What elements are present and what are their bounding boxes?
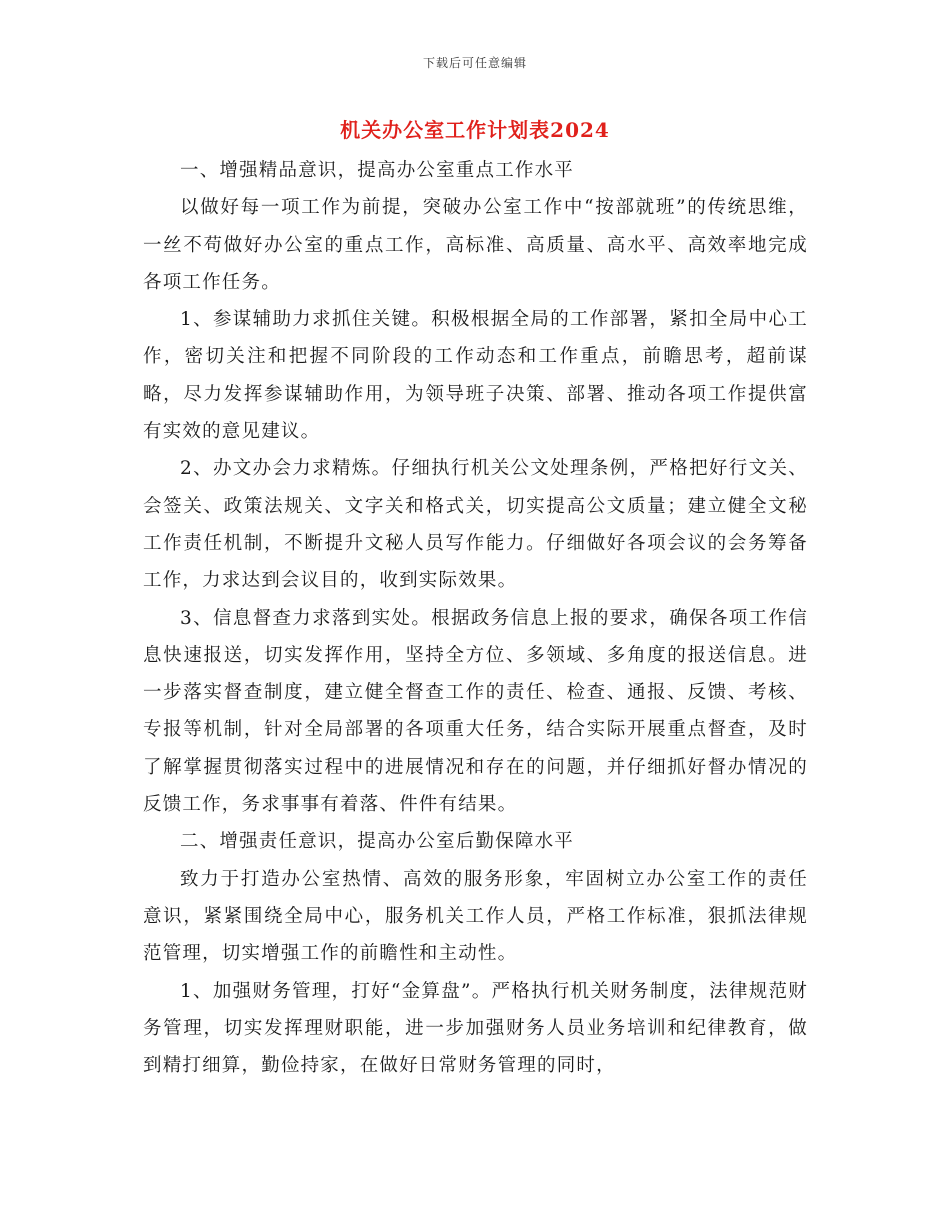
header-note: 下载后可任意编辑	[422, 56, 527, 70]
document-body	[143, 152, 808, 1084]
document-title: 机关办公室工作计划表2024	[340, 118, 610, 142]
section-heading-2: 二、增强责任意识，提高办公室后勤保障水平	[180, 831, 575, 853]
paragraph: 致力于打造办公室热情、高效的服务形象，牢固树立办公室工作的责任意识，紧紧围绕全局中心，服务机关工作人员，严格工作标准，狠抓法律规范管理，切实增强工作的前瞻性和主动性。	[143, 868, 808, 965]
paragraph: 以做好每一项工作为前提，突破办公室工作中“按部就班”的传统思维，一丝不苟做好办公室的重点工作，高标准、高质量、高水平、高效率地完成各项工作任务。	[143, 197, 808, 293]
paragraph: 1、加强财务管理，打好“金算盘”。严格执行机关财务制度，法律规范财务管理，切实发挥理财职能，进一步加强财务人员业务培训和纪律教育，做到精打细算，勤俭持家，在做好日常财务管理的同时，	[143, 980, 808, 1077]
section-heading-1: 一、增强精品意识，提高办公室重点工作水平	[180, 160, 575, 181]
paragraph: 1、参谋辅助力求抓住关键。积极根据全局的工作部署，紧扣全局中心工作，密切关注和把握不同阶段的工作动态和工作重点，前瞻思考，超前谋略，尽力发挥参谋辅助作用，为领导班子决策、部署、推动各项工作提供富有实效的意见建议。	[143, 309, 808, 443]
paragraph: 2、办文办会力求精炼。仔细执行机关公文处理条例，严格把好行文关、会签关、政策法规关、文字关和格式关，切实提高公文质量；建立健全文秘工作责任机制，不断提升文秘人员写作能力。仔细做好各项会议的会务筹备工作，力求达到会议目的，收到实际效果。	[143, 458, 808, 592]
paragraph: 3、信息督查力求落到实处。根据政务信息上报的要求，确保各项工作信息快速报送，切实发挥作用，坚持全方位、多领域、多角度的报送信息。进一步落实督查制度，建立健全督查工作的责任、检查、通报、反馈、考核、专报等机制，针对全局部署的各项重大任务，结合实际开展重点督查，及时了解掌握贯彻落实过程中的进展情况和存在的问题，并仔细抓好督办情况的反馈工作，务求事事有着落、件件有结果。	[143, 607, 808, 816]
